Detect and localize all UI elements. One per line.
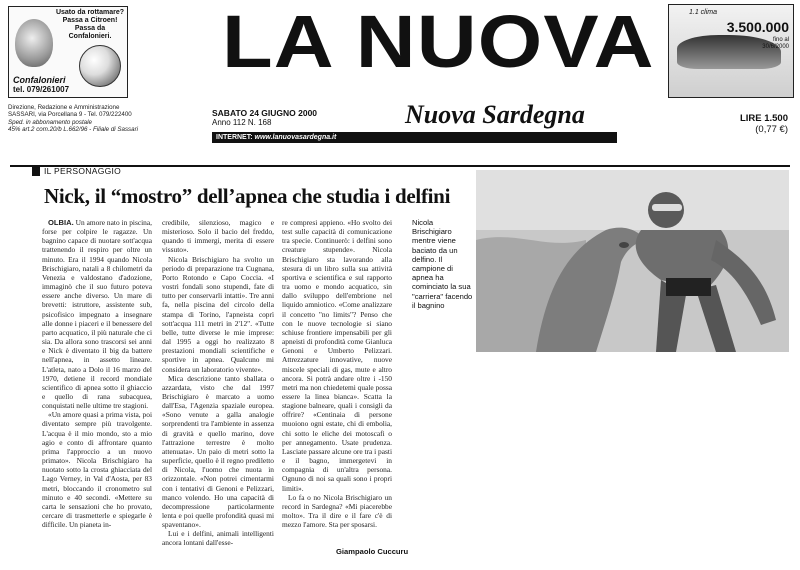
photo-illustration bbox=[476, 170, 789, 352]
advertisement-portrait bbox=[15, 19, 53, 67]
paragraph: Lo fa o no Nicola Brischigiaro un record in Sardegna? «Mi piacerebbe molto». Tra il dire e il fare c'è di mezzo l'amore. Sta per sposarsi. bbox=[282, 492, 392, 530]
article-column-2 bbox=[162, 218, 274, 554]
photo-caption: Nicola Brischigiaro mentre viene baciato da un delfino. Il campione di apnea ha cominciato la sua "carriera" facendo il bagnino bbox=[412, 218, 473, 310]
article-headline: Nick, il “mostro” dell’apnea che studia i delfini bbox=[44, 184, 451, 208]
paragraph: credibile, silenzioso, magico e misterioso. Solo il bacio del freddo, quando ti immergi, merita di essere vissuto». bbox=[162, 218, 274, 255]
advertisement-slogan: Usato da rottamare? Passa a Citroen! Passa da Confalonieri. bbox=[55, 9, 125, 40]
paragraph: Lui e i delfini, animali intelligenti ancora lontani dall'esse- bbox=[162, 529, 274, 548]
newspaper-title: LA NUOVA bbox=[222, 0, 655, 83]
internet-label: INTERNET: bbox=[216, 134, 253, 141]
car-promo: 1.1 clima bbox=[689, 9, 718, 16]
car-fineprint: fino al 30/6/2000 bbox=[762, 37, 789, 50]
car-price: 3.500.000 bbox=[726, 19, 789, 35]
section-label: IL PERSONAGGIO bbox=[44, 166, 122, 176]
article-column-1: OLBIA. Un amore nato in piscina, forse per colpire le ragazze. Un bagnino capace di nuotare sott'acqua trattenendo il respiro per oltre un minuto. Era il 1994 quando Nicola Brischigiaro, natali a 8 chilometri da Venezia e valdostano d'adozione, immaginò che il suo futuro poteva essere anche diverso. Un mare di brevetti: istruttore, assistente sub, psicofisico impegnato a insegnare alle donne i piaceri e il benessere del parto acquatico, il più naturale che ci sia. Da allora sono trascorsi sei anni e Nick è diventato il big da battere nell'apnea, in assetto lineare. L'atleta, nato a Dolo il 16 marzo del 1970, detiene il record mondiale scientifico di apnea sotto il ghiaccio e quello di rana subacquea, conquistati nelle ultime tre stagioni. «Un amore quasi a prima vista, poi diventato sempre più travolgente. L'acqua è il mio mondo, sto a mio agio e conto di affrontare quanto prima l'approccio a un nuovo primato». Nicola Brischigiaro ha nuotato sotto la crosta ghiacciata del Lago Verney, in Val d'Aosta, per 83 metri, bloccando il cronometro sul minuto e 40 secondi. «Mettere su carta le sensazioni che ho provato, cercare di trasmetterle e spiegarle è difficile. Un pianeta in- bbox=[42, 218, 152, 530]
advertisement-confalonieri bbox=[8, 6, 128, 98]
cover-price: LIRE 1.500 (0,77 €) bbox=[739, 113, 788, 135]
issue-number: Anno 112 N. 168 bbox=[212, 118, 272, 127]
paragraph: re compresi appieno. «Ho svolto dei test sulle capacità di comunicazione tra specie. Continuerò: i delfini sono creature stupende». Nicola Brischigiaro sta lavorando alla stesura di un libro sulla sua attività sportiva e scientifica e sul rapporto tra uomo e mondo acquatico, sin dallo sviluppo dell'embrione nel liquido amniotico. «Come analizzare il concetto "no limits"? Penso che con le nuove tecnologie si siano schiuse frontiere impensabili per gli apneisti di profondità come Gianluca Genoni e Umberto Pelizzari. Attrezzature innovative, nuove miscele speciali di gas, mute e altro ancora. Si potrà andare oltre i -150 metri ma non chiedetemi quale possa essere la linea bianca». Scatta la stagione balneare, quali i consigli da offrire? «Centinaia di persone muoiono ogni estate, chi di embolia, chi sotto le eliche dei motoscafi o per annegamento. Usate prudenza. Lasciate passare alcune ore tra i pasti e il bagno, immergetevi in compagnia di un'altra persona. Ognuno di noi sa quali sono i propri limiti». bbox=[282, 218, 392, 493]
internet-bar bbox=[212, 132, 617, 143]
article-byline: Giampaolo Cuccuru bbox=[336, 547, 409, 556]
soccer-ball-icon bbox=[79, 45, 121, 87]
advertisement-brand: Confalonieri tel. 079/261007 bbox=[13, 75, 70, 94]
website-link[interactable]: www.lanuovasardegna.it bbox=[254, 134, 337, 141]
paragraph: «Un amore quasi a prima vista, poi diventato sempre più travolgente. L'acqua è il mio mondo, sto a mio agio e conto di affrontare quanto prima l'approccio a un nuovo primato». Nicola Brischigiaro ha nuotato sotto la crosta ghiacciata del Lago Verney, in Val d'Aosta, per 83 metri, bloccando il cronometro sul minuto e 40 secondi. «Mettere su carta le sensazioni che ho provato, cercare di trasmetterle e spiegarle è difficile. Un pianeta in- bbox=[42, 410, 152, 530]
dateline-place: OLBIA. bbox=[48, 218, 74, 227]
paragraph: Nicola Brischigiaro ha svolto un periodo di preparazione tra Cugnana, Porto Rotondo e Capo Coccia. «I vostri fondali sono stupendi, fate di tutto per conservarli intatti». Tre anni fa, nella piscina del circolo della stampa di Torino, l'apneista coprì sott'acqua 111 metri in 2'12". «Tutte belle, tutte diverse le mie imprese: dal 1995 a oggi ho realizzato 8 prestazioni mondiali scientifiche e sportive in apnea. Qualcuno mi considera un laboratorio vivente». bbox=[162, 254, 274, 374]
article-column-3 bbox=[282, 218, 392, 544]
paragraph: Mica descrizione tanto sballata o azzardata, visto che dal 1997 Brischigiaro è marcato a uomo dall'Esa, l'Agenzia spaziale europea. «Sono venute a galla analogie sorprendenti tra l'ambiente in assenza di gravità e quello marino, dove l'attrazione terrestre è molto attenuata». Un paio di metri sotto la superficie, quello è il regno prediletto di Nicola, l'uomo che nuota in orizzontale. «Non potrei cimentarmi con i tentativi di Genoni e Pelizzari, manco volendo. Ho una capacità di decompressione particolarmente lenta e poi quelle profondità quasi mi spaventano». bbox=[162, 373, 274, 530]
imprint-info: Direzione, Redazione e Amministrazione SASSARI, via Porcellana 9 - Tel. 079/222400 Sped. in abbonamento postale 45% art.2 com.20/b L.662/96 - Filiale di Sassari bbox=[8, 104, 139, 133]
newspaper-subtitle: Nuova Sardegna bbox=[405, 100, 585, 129]
advertisement-car bbox=[668, 4, 794, 98]
article-photo bbox=[476, 170, 789, 352]
issue-date: SABATO 24 GIUGNO 2000 bbox=[212, 108, 318, 118]
